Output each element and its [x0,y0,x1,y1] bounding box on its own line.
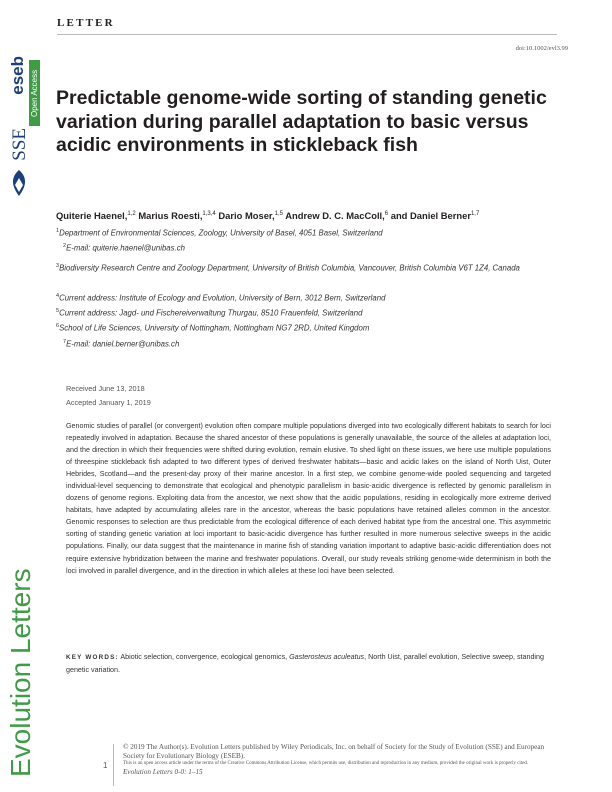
author-name[interactable]: and Daniel Berner [390,210,471,221]
affiliation: $^3$Biodiversity Research Centre and Zoology Department, University of British Columbia, Vancouver, British Columbia V6T 1Z4, Canada [56,263,520,273]
keywords-label: KEY WORDS: [66,654,119,661]
affiliation: $^6$School of Life Sciences, University of Nottingham, Nottingham NG7 2RD, United Kingdom [56,323,370,333]
affiliation-email[interactable]: $^2$E-mail: quiterie.haenel@unibas.ch [63,243,185,253]
accepted-date: Accepted January 1, 2019 [66,398,151,407]
author-affil-ref: 1,2 [127,210,136,217]
article-type-label: LETTER [57,17,115,29]
journal-citation: Evolution Letters 0-0: 1–15 [123,767,203,776]
header-divider [57,34,557,35]
fish-icon [8,168,30,198]
affiliation: $^1$Department of Environmental Sciences, Zoology, University of Basel, 4051 Basel, Switzerland [56,228,383,238]
author-affil-ref: 1,7 [470,210,480,217]
affiliation-email[interactable]: $^7$E-mail: daniel.berner@unibas.ch [63,339,180,349]
eseb-logo: eseb [8,56,27,95]
footer-divider [113,744,114,786]
license-notice: This is an open access article under the terms of the Creative Commons Attribution License, which permits use, distribution and reproduction in any medium, provided the original work is properly cited. [123,761,529,766]
keywords: KEY WORDS: Abiotic selection, convergence, ecological genomics, Gasterosteus aculeatus, North Uist, parallel evolution, Selective sweep, standing genetic variation. [66,653,544,675]
author-name[interactable]: Andrew D. C. MacColl, [285,210,385,221]
author-list [56,210,479,221]
author-name[interactable]: Dario Moser, [218,210,275,221]
author-name[interactable]: Quiterie Haenel, [56,210,128,221]
page-number: 1 [103,761,108,770]
doi[interactable]: doi:10.1002/evl3.99 [515,45,568,52]
copyright-notice: © 2019 The Author(s). Evolution Letters published by Wiley Periodicals, Inc. on behalf of Society for the Study of Evolution (SSE) and European Society for Evolutionary Biology (ESEB). [123,743,545,760]
affiliation: $^4$Current address: Institute of Ecology and Evolution, University of Bern, 3012 Bern, Switzerland [56,293,386,303]
received-date: Received June 13, 2018 [66,384,145,393]
author-affil-ref: 6 [384,210,389,217]
article-title: Predictable genome-wide sorting of standing genetic variation during parallel adaptation to basic versus acidic environments in stickleback fish [56,87,547,156]
journal-name: Evolution Letters [5,568,36,777]
author-affil-ref: 1,3,4 [202,210,216,217]
author-name[interactable]: Marius Roesti, [138,210,203,221]
sse-logo: SSE [9,128,30,161]
footer [123,743,553,777]
open-access-badge: Open Access [29,60,40,126]
abstract: Genomic studies of parallel (or convergent) evolution often compare multiple populations diverged into two ecologically different habitats to search for loci repeatedly involved in adaptation. Because the shared ancestor of these populations is generally unavailable, the source of the alleles at adaptation loci, and the direction in which their frequencies were shifted during evolution, remain elusive. To shed light on these issues, we here use multiple populations of threespine stickleback fish adapted to two different types of derived freshwater habitats—basic and acidic lakes on the island of North Uist, Outer Hebrides, Scotland—and the present-day proxy of their marine ancestor. In a first step, we combine genome-wide pooled sequencing and targeted individual-level sequencing to demonstrate that ecological and phenotypic parallelism in basic-acidic divergence is reflected by genomic parallelism in dozens of genome regions. Exploiting data from the ancestor, we next show that the acidic populations, residing in ecologically more extreme derived habitats, have adapted by accumulating alleles rare in the ancestor, whereas the basic populations have retained alleles common in the ancestor. Genomic responses to selection are thus predictable from the ecological difference of each derived habitat type from the ancestral one. This asymmetric sorting of standing genetic variation at loci important to basic-acidic divergence has further resulted in more numerous selective sweeps in the acidic populations. Finally, our data suggest that the maintenance in marine fish of standing variation important to adaptive basic-acidic differentiation does not require extensive hybridization between the marine and freshwater populations. Overall, our study reveals striking genome-wide determinism in both the loci involved in parallel divergence, and in the direction in which alleles at these loci have been selected. [66,422,551,575]
affiliation: $^5$Current address: Jagd- und Fischereiverwaltung Thurgau, 8510 Frauenfeld, Switzerland [56,308,363,318]
author-affil-ref: 1,5 [274,210,284,217]
